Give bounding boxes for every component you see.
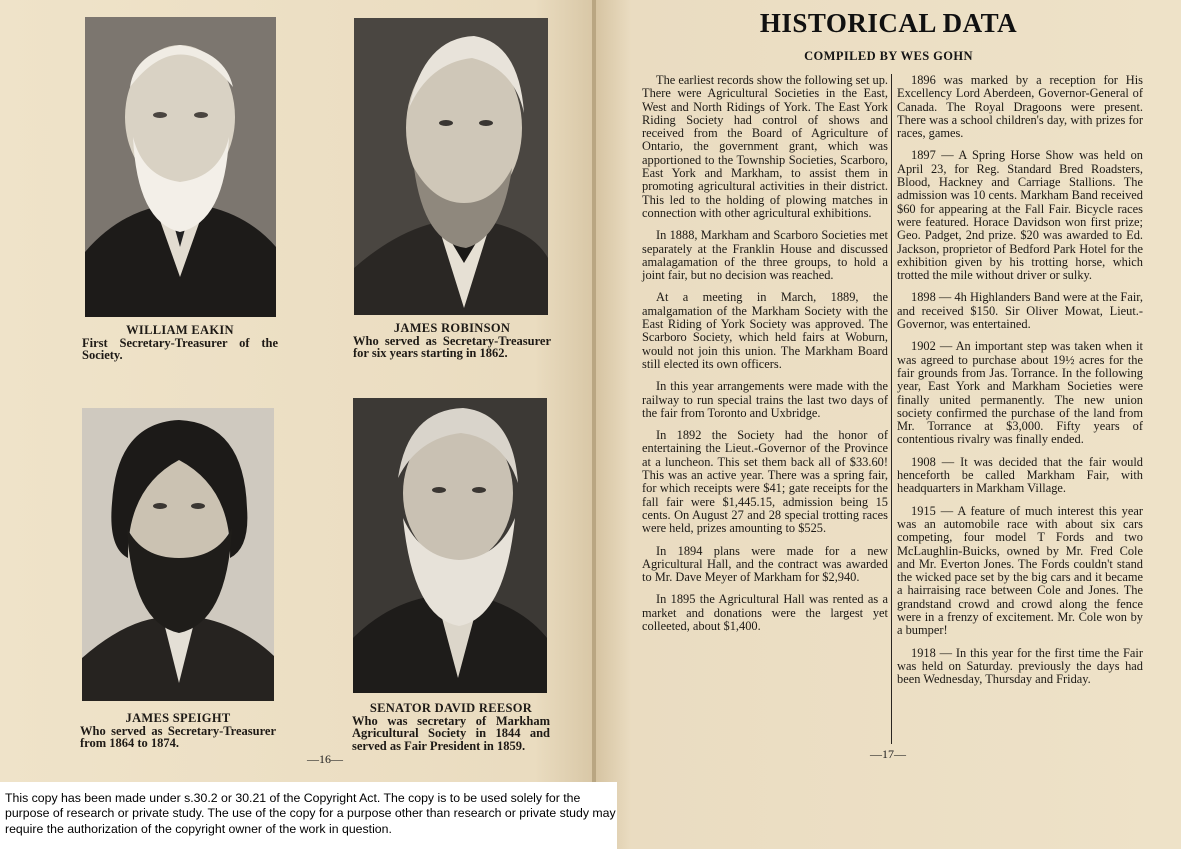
paragraph: 1902 — An important step was taken when it was agreed to purchase about 19½ acres for the fair grounds from Jas. Torrance. In the following year, East York and Markham Societies were finally united permanently. The new union society confirmed the purchase of the land from Mr. Torrance at $3,000. Fifty years of contentious rivalry was finally ended.	[897, 339, 1143, 447]
paragraph: 1897 — A Spring Horse Show was held on April 23, for Reg. Standard Bred Roadsters, Blood, Hackney and Carriage Stallions. The admission was 10 cents. Markham Band received $60 for appearing at the Fall Fair. Bicycle races were featured. Horace Davidson won first prize; Geo. Padget, 2nd prize. $20 was awarded to Ed. Jackson, proprietor of Bedford Park Hotel for the exhibition given by his trotting horse, which trotted the mile without driver or sulky.	[897, 148, 1143, 283]
paragraph: 1915 — A feature of much interest this year was an automobile race with about six cars competing, four model T Fords and two McLaughlin-Buicks, owned by Mr. Fred Cole and Mr. Everton Jones. The Fords couldn't stand the wicked pace set by the big cars and it became a hairraising race between Cole and Jones. The grandstand crowd and crowd along the fence were in a frenzy of excitement. Mr. Cole won by a bumper!	[897, 503, 1143, 638]
paragraph: The earliest records show the following set up. There were Agricultural Societies in the East, West and North Ridings of York. The East York Riding Society had control of shows and received from the Board of Agriculture of Ontario, the government grant, which was apportioned to the Township Societies, Scarboro, East York and Markham, to assist them in promoting agricultural activities in their district. This led to the holding of plowing matches in connection with other agricultural exhibitions.	[642, 73, 888, 220]
portrait-photo-david-reesor	[353, 398, 547, 693]
portrait-photo-james-speight	[82, 408, 274, 701]
paragraph: In this year arrangements were made with the railway to run special trains the last two days of the fair from Toronto and Uxbridge.	[642, 379, 888, 420]
paragraph: At a meeting in March, 1889, the amalgamation of the Markham Society with the East Riding of York Society was approved. The Scarboro Society, which held fairs at Woburn, would not join this union. The Markham Board still elected its own officers.	[642, 290, 888, 371]
portrait-photo-james-robinson	[354, 18, 548, 315]
paragraph: 1896 was marked by a reception for His Excellency Lord Aberdeen, Governor-General of Canada. The Royal Dragoons were present. There was a school children's day, with prizes for races, games.	[897, 73, 1143, 141]
text-column-2	[897, 74, 1143, 695]
paragraph: 1918 — In this year for the first time the Fair was held on Saturday. previously the days had been Wednesday, Thursday and Friday.	[897, 645, 1143, 687]
portrait-description: Who served as Secretary-Treasurer from 1864 to 1874.	[80, 723, 276, 750]
text-column-1	[642, 74, 888, 642]
page-number-left: —16—	[307, 752, 343, 766]
paragraph: In 1895 the Agricultural Hall was rented as a market and donations were the largest yet colleeted, about $1,400.	[642, 592, 888, 633]
portrait-description: Who was secretary of Markham Agricultural Society in 1844 and served as Fair President in 1859.	[352, 713, 550, 753]
paragraph: In 1892 the Society had the honor of entertaining the Lieut.-Governor of the Province at a luncheon. This set them back all of $33.60! This was an active year. There was a spring fair, for which receipts were $41; gate receipts for the fall fair were $1,445.15, admission being 15 cents. On August 27 and 28 special trotting races were held, prizes amounting to $525.	[642, 428, 888, 536]
page-title: HISTORICAL DATA	[759, 8, 1018, 38]
caption-james-robinson	[353, 322, 551, 360]
page-number-right: —17—	[870, 747, 906, 761]
caption-william-eakin	[82, 324, 278, 362]
paragraph: 1908 — It was decided that the fair would henceforth be called Markham Fair, with headquarters in Markham Village.	[897, 454, 1143, 496]
portrait-name: WILLIAM EAKIN	[126, 323, 234, 337]
paragraph: 1898 — 4h Highlanders Band were at the Fair, and received $150. Sir Oliver Mowat, Lieut.-Governor, was entertained.	[897, 290, 1143, 332]
portrait-photo-william-eakin	[85, 17, 276, 317]
caption-james-speight	[80, 712, 276, 750]
paragraph: In 1894 plans were made for a new Agricultural Hall, and the contract was awarded to Mr. Dave Meyer of Markham for $2,940.	[642, 543, 888, 585]
portrait-name: JAMES ROBINSON	[393, 321, 511, 335]
portrait-description: First Secretary-Treasurer of the Society.	[82, 335, 278, 362]
column-divider	[891, 74, 892, 744]
copyright-notice-box	[0, 782, 617, 849]
caption-david-reesor	[352, 702, 550, 752]
paragraph: In 1888, Markham and Scarboro Societies met separately at the Franklin House and discussed amalagamation of the three groups, to hold a joint fair, but no decision was reached.	[642, 228, 888, 283]
portrait-name: SENATOR DAVID REESOR	[369, 701, 533, 715]
copyright-notice-text: This copy has been made under s.30.2 or 30.21 of the Copyright Act. The copy is to be used solely for the purpose of research or private study. The use of the copy for a purpose other than research or private study may require the authorization of the copyright owner of the work in question.	[5, 791, 616, 836]
portrait-description: Who served as Secretary-Treasurer for six years starting in 1862.	[353, 333, 551, 360]
portrait-name: JAMES SPEIGHT	[125, 711, 231, 725]
page-subtitle: COMPILED BY WES GOHN	[804, 49, 973, 63]
